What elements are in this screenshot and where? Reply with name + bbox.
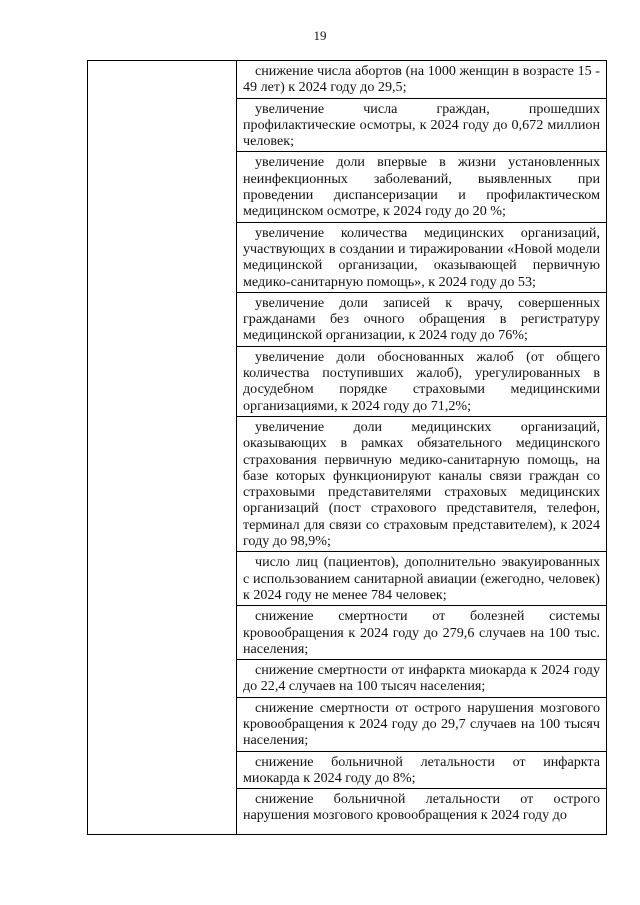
- list-item: увеличение доли обоснованных жалоб (от общего количества поступивших жалоб), урегулированных в досудебном порядке страховыми медицинскими организациями, к 2024 году до 71,2%;: [237, 347, 606, 417]
- list-item: увеличение числа граждан, прошедших профилактические осмотры, к 2024 году до 0,672 миллион человек;: [237, 99, 606, 153]
- list-item: число лиц (пациентов), дополнительно эвакуированных с использованием санитарной авиации (ежегодно, человек) к 2024 году не менее 784 человек;: [237, 552, 606, 606]
- page-number: 19: [313, 28, 327, 43]
- list-item: снижение смертности от болезней системы кровообращения к 2024 году до 279,6 случаев на 100 тыс. населения;: [237, 606, 606, 660]
- table-left-column: [88, 61, 237, 834]
- list-item: увеличение доли записей к врачу, совершенных гражданами без очного обращения в регистратуру медицинской организации, к 2024 году до 76%;: [237, 293, 606, 347]
- list-item: снижение смертности от острого нарушения мозгового кровообращения к 2024 году до 29,7 случаев на 100 тысяч населения;: [237, 698, 606, 752]
- list-item: снижение больничной летальности от острого нарушения мозгового кровообращения к 2024 году до: [243, 791, 600, 824]
- list-item: увеличение доли впервые в жизни установленных неинфекционных заболеваний, выявленных при проведении диспансеризации и профилактическом медицинском осмотре, к 2024 году до 20 %;: [237, 152, 606, 222]
- document-table: [87, 60, 607, 835]
- list-item: увеличение количества медицинских организаций, участвующих в создании и тиражировании «Новой модели медицинской организации, оказывающей первичную медико-санитарную помощь», к 2024 году до 53;: [237, 223, 606, 293]
- list-item: снижение числа абортов (на 1000 женщин в возрасте 15 - 49 лет) к 2024 году до 29,5;: [237, 61, 606, 99]
- list-item: снижение смертности от инфаркта миокарда к 2024 году до 22,4 случаев на 100 тысяч населения;: [237, 660, 606, 698]
- list-item: увеличение доли медицинских организаций, оказывающих в рамках обязательного медицинского страхования первичную медико-санитарную помощь, на базе которых функционируют каналы связи граждан со страховыми представителями страховых медицинских организаций (пост страхового представителя, телефон, терминал для связи со страховым представителем), к 2024 году до 98,9%;: [237, 417, 606, 552]
- table-right-column: [237, 61, 606, 834]
- list-item: снижение больничной летальности от инфаркта миокарда к 2024 году до 8%;: [237, 752, 606, 790]
